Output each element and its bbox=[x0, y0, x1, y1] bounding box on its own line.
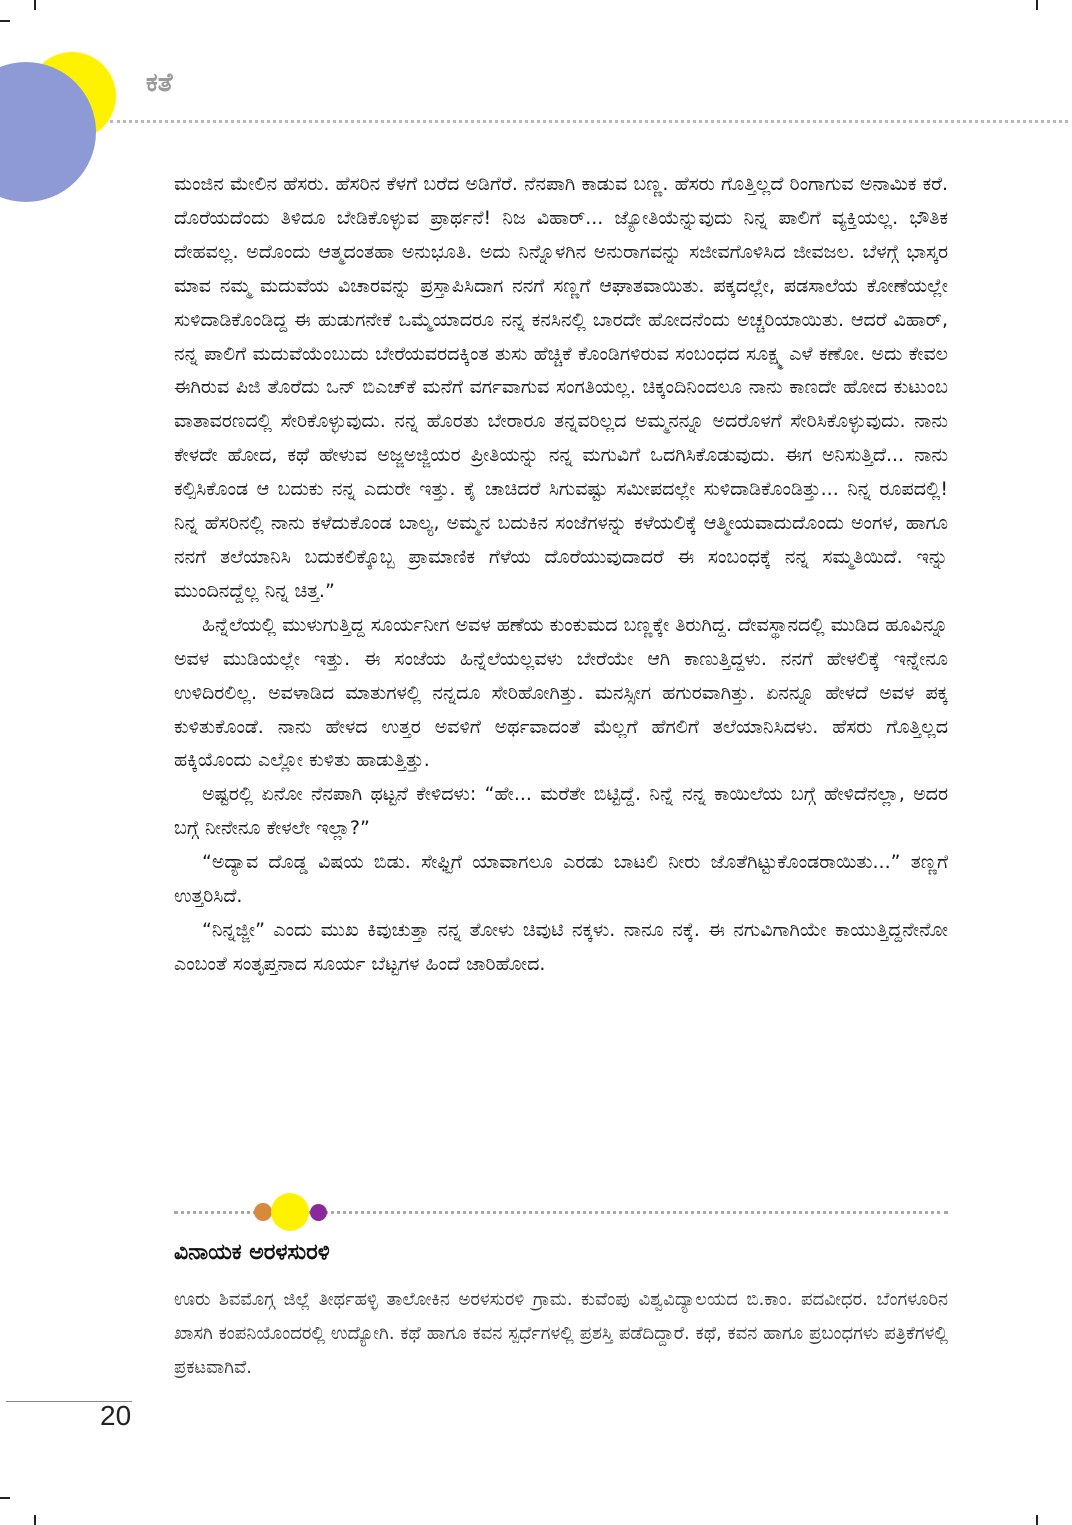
crop-mark bbox=[1036, 0, 1038, 10]
purple-dot-ornament bbox=[310, 1204, 327, 1221]
section-label: ಕತೆ bbox=[146, 68, 173, 98]
orange-dot-ornament bbox=[254, 1203, 272, 1221]
story-paragraph: ಅಷ್ಟರಲ್ಲಿ ಏನೋ ನೆನಪಾಗಿ ಥಟ್ಟನೆ ಕೇಳಿದಳು: “ಹೇ... ಮರೆತೇ ಬಿಟ್ಟಿದ್ದೆ. ನಿನ್ನೆ ನನ್ನ ಕಾಯಿಲೆಯ ಬಗ್ಗೆ ಹೇಳಿದೆನಲ್ಲಾ, ಅದರ ಬಗ್ಗೆ ನೀನೇನೂ ಕೇಳಲೇ ಇಲ್ಲಾ?” bbox=[174, 783, 948, 840]
story-paragraph: ಹಿನ್ನೆಲೆಯಲ್ಲಿ ಮುಳುಗುತ್ತಿದ್ದ ಸೂರ್ಯನೀಗ ಅವಳ ಹಣೆಯ ಕುಂಕುಮದ ಬಣ್ಣಕ್ಕೇ ತಿರುಗಿದ್ದ. ದೇವಸ್ಥಾನದಲ್ಲಿ ಮುಡಿದ ಹೂವಿನ್ನೂ ಅವಳ ಮುಡಿಯಲ್ಲೇ ಇತ್ತು. ಈ ಸಂಜೆಯ ಹಿನ್ನೆಲೆಯಲ್ಲವಳು ಬೇರೆಯೇ ಆಗಿ ಕಾಣುತ್ತಿದ್ದಳು. ನನಗೆ ಹೇಳಲಿಕ್ಕೆ ಇನ್ನೇನೂ ಉಳಿದಿರಲಿಲ್ಲ. ಅವಳಾಡಿದ ಮಾತುಗಳಲ್ಲಿ ನನ್ನದೂ ಸೇರಿಹೋಗಿತ್ತು. ಮನಸ್ಸೀಗ ಹಗುರವಾಗಿತ್ತು. ಏನನ್ನೂ ಹೇಳದೆ ಅವಳ ಪಕ್ಕ ಕುಳಿತುಕೊಂಡೆ. ನಾನು ಹೇಳದ ಉತ್ತರ ಅವಳಿಗೆ ಅರ್ಥವಾದಂತೆ ಮೆಲ್ಲಗೆ ಹೆಗಲಿಗೆ ತಲೆಯಾನಿಸಿದಳು. ಹೆಸರು ಗೊತ್ತಿಲ್ಲದ ಹಕ್ಕಿಯೊಂದು ಎಲ್ಲೋ ಕುಳಿತು ಹಾಡುತ್ತಿತ್ತು. bbox=[174, 613, 948, 772]
crop-mark bbox=[0, 20, 10, 22]
page-number: 20 bbox=[100, 1400, 132, 1431]
ornament-divider bbox=[174, 1192, 948, 1232]
yellow-dot-ornament bbox=[271, 1193, 309, 1231]
story-paragraph: “ನಿನ್ನಜ್ಜೀ” ಎಂದು ಮುಖ ಕಿವುಚುತ್ತಾ ನನ್ನ ತೋಳು ಚಿವುಟಿ ನಕ್ಕಳು. ನಾನೂ ನಕ್ಕೆ. ಈ ನಗುವಿಗಾಗಿಯೇ ಕಾಯುತ್ತಿದ್ದನೇನೋ ಎಂಬಂತೆ ಸಂತೃಪ್ತನಾದ ಸೂರ್ಯ ಬೆಟ್ಟಗಳ ಹಿಂದೆ ಜಾರಿಹೋದ. bbox=[174, 918, 948, 975]
story-paragraph: ಮಂಜಿನ ಮೇಲಿನ ಹೆಸರು. ಹೆಸರಿನ ಕೆಳಗೆ ಬರೆದ ಅಡಿಗೆರೆ. ನೆನಪಾಗಿ ಕಾಡುವ ಬಣ್ಣ. ಹೆಸರು ಗೊತ್ತಿಲ್ಲದೆ ರಿಂಗಾಗುವ ಅನಾಮಿಕ ಕರೆ. ದೊರೆಯದೆಂದು ತಿಳಿದೂ ಬೇಡಿಕೊಳ್ಳುವ ಪ್ರಾರ್ಥನೆ! ನಿಜ ವಿಹಾರ್... ಜ್ಯೋತಿಯೆನ್ನುವುದು ನಿನ್ನ ಪಾಲಿಗೆ ವ್ಯಕ್ತಿಯಲ್ಲ. ಭೌತಿಕ ದೇಹವಲ್ಲ. ಅದೊಂದು ಆತ್ಮದಂತಹಾ ಅನುಭೂತಿ. ಅದು ನಿನ್ನೊಳಗಿನ ಅನುರಾಗವನ್ನು ಸಜೀವಗೊಳಿಸಿದ ಜೀವಜಲ. ಬೆಳಗ್ಗೆ ಭಾಸ್ಕರ ಮಾವ ನಮ್ಮ ಮದುವೆಯ ವಿಚಾರವನ್ನು ಪ್ರಸ್ತಾಪಿಸಿದಾಗ ನನಗೆ ಸಣ್ಣಗೆ ಆಘಾತವಾಯಿತು. ಪಕ್ಕದಲ್ಲೇ, ಪಡಸಾಲೆಯ ಕೋಣೆಯಲ್ಲೇ ಸುಳಿದಾಡಿಕೊಂಡಿದ್ದ ಈ ಹುಡುಗನೇಕೆ ಒಮ್ಮೆಯಾದರೂ ನನ್ನ ಕನಸಿನಲ್ಲಿ ಬಾರದೇ ಹೋದನೆಂದು ಅಚ್ಚರಿಯಾಯಿತು. ಆದರೆ ವಿಹಾರ್, ನನ್ನ ಪಾಲಿಗೆ ಮದುವೆಯೆಂಬುದು ಬೇರೆಯವರದಕ್ಕಿಂತ ತುಸು ಹೆಚ್ಚಿಕೆ ಕೊಂಡಿಗಳಿರುವ ಸಂಬಂಧದ ಸೂಕ್ಷ್ಮ ಎಳೆ ಕಣೋ. ಅದು ಕೇವಲ ಈಗಿರುವ ಪಿಜಿ ತೊರೆದು ಒನ್ ಬಿಎಚ್‌ಕೆ ಮನೆಗೆ ವರ್ಗವಾಗುವ ಸಂಗತಿಯಲ್ಲ. ಚಿಕ್ಕಂದಿನಿಂದಲೂ ನಾನು ಕಾಣದೇ ಹೋದ ಕುಟುಂಬ ವಾತಾವರಣದಲ್ಲಿ ಸೇರಿಕೊಳ್ಳುವುದು. ನನ್ನ ಹೊರತು ಬೇರಾರೂ ತನ್ನವರಿಲ್ಲದ ಅಮ್ಮನನ್ನೂ ಅದರೊಳಗೆ ಸೇರಿಸಿಕೊಳ್ಳುವುದು. ನಾನು ಕೇಳದೇ ಹೋದ, ಕಥೆ ಹೇಳುವ ಅಜ್ಜಅಜ್ಜಿಯರ ಪ್ರೀತಿಯನ್ನು ನನ್ನ ಮಗುವಿಗೆ ಒದಗಿಸಿಕೊಡುವುದು. ಈಗ ಅನಿಸುತ್ತಿದೆ... ನಾನು ಕಲ್ಪಿಸಿಕೊಂಡ ಆ ಬದುಕು ನನ್ನ ಎದುರೇ ಇತ್ತು. ಕೈ ಚಾಚಿದರೆ ಸಿಗುವಷ್ಟು ಸಮೀಪದಲ್ಲೇ ಸುಳಿದಾಡಿಕೊಂಡಿತ್ತು... ನಿನ್ನ ರೂಪದಲ್ಲಿ! ನಿನ್ನ ಹೆಸರಿನಲ್ಲಿ ನಾನು ಕಳೆದುಕೊಂಡ ಬಾಲ್ಯ, ಅಮ್ಮನ ಬದುಕಿನ ಸಂಜೆಗಳನ್ನು ಕಳೆಯಲಿಕ್ಕೆ ಆತ್ಮೀಯವಾದುದೊಂದು ಅಂಗಳ, ಹಾಗೂ ನನಗೆ ತಲೆಯಾನಿಸಿ ಬದುಕಲಿಕ್ಕೊಬ್ಬ ಪ್ರಾಮಾಣಿಕ ಗೆಳೆಯ ದೊರೆಯುವುದಾದರೆ ಈ ಸಂಬಂಧಕ್ಕೆ ನನ್ನ ಸಮ್ಮತಿಯಿದೆ. ಇನ್ನು ಮುಂದಿನದ್ದೆಲ್ಲ ನಿನ್ನ ಚಿತ್ತ.” bbox=[174, 173, 948, 602]
author-name: ವಿನಾಯಕ ಅರಳಸುರಳಿ bbox=[174, 1240, 330, 1265]
crop-mark bbox=[0, 1497, 10, 1499]
crop-mark bbox=[34, 0, 36, 10]
author-bio: ಊರು ಶಿವಮೊಗ್ಗ ಜಿಲ್ಲೆ ತೀರ್ಥಹಳ್ಳಿ ತಾಲೋಕಿನ ಅರಳಸುರಳಿ ಗ್ರಾಮ. ಕುವೆಂಪು ವಿಶ್ವವಿದ್ಯಾಲಯದ ಬಿ.ಕಾಂ. ಪದವೀಧರ. ಬೆಂಗಳೂರಿನ ಖಾಸಗಿ ಕಂಪನಿಯೊಂದರಲ್ಲಿ ಉದ್ಯೋಗಿ. ಕಥೆ ಹಾಗೂ ಕವನ ಸ್ಪರ್ಧೆಗಳಲ್ಲಿ ಪ್ರಶಸ್ತಿ ಪಡೆದಿದ್ದಾರೆ. ಕಥೆ, ಕವನ ಹಾಗೂ ಪ್ರಬಂಧಗಳು ಪತ್ರಿಕೆಗಳಲ್ಲಿ ಪ್ರಕಟವಾಗಿವೆ. bbox=[174, 1289, 948, 1378]
header-dotted-rule bbox=[110, 120, 1068, 123]
crop-mark bbox=[34, 1515, 36, 1525]
crop-mark bbox=[1036, 1515, 1038, 1525]
story-body bbox=[174, 168, 948, 982]
story-paragraph: “ಅದ್ಯಾವ ದೊಡ್ಡ ವಿಷಯ ಬಿಡು. ಸೇಫ್ಟಿಗೆ ಯಾವಾಗಲೂ ಎರಡು ಬಾಟಲಿ ನೀರು ಜೊತೆಗಿಟ್ಟುಕೊಂಡರಾಯಿತು...” ತಣ್ಣಗೆ ಉತ್ತರಿಸಿದೆ. bbox=[174, 851, 948, 908]
